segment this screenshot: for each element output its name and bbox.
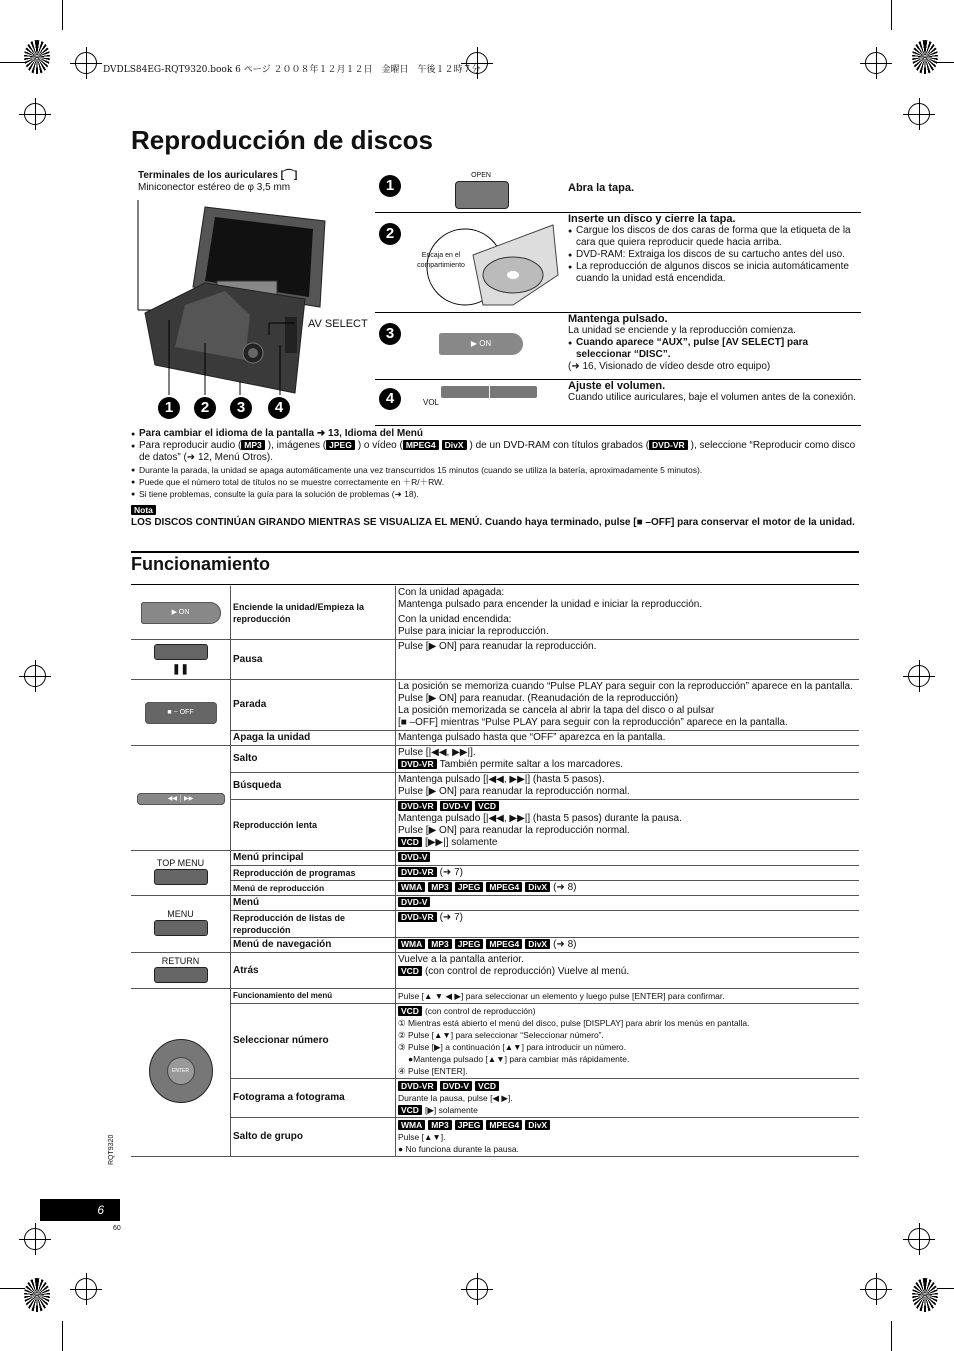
function-name: Menú — [231, 896, 396, 911]
function-name: Menú de navegación — [231, 938, 396, 953]
headphones-label: Terminales de los auriculares [⌒] Miniconector estéreo de φ 3,5 mm — [138, 170, 298, 193]
play-on-icon: ▶ ON — [131, 586, 231, 640]
function-name: Menú principal — [231, 851, 396, 866]
step-number: 4 — [379, 388, 401, 410]
page-number: 6 — [40, 1199, 120, 1221]
registration-mark — [865, 1278, 887, 1300]
function-name: Pausa — [231, 640, 396, 680]
functions-table: ▶ ON Enciende la unidad/Empieza la reproducción Con la unidad apagada: Mantenga pulsado para encender la unidad e iniciar la reproducción. Con la unidad encendida: Pulse para iniciar la reproducción. ❚❚ Pausa Pulse [▶ ON] para reanudar la reproducción. ■ − OFF Parada La posición se memoriza cuando “Pulse PLAY para seguir con la reproducción” aparece en la pantalla. Pulse [▶ ON] para reanudar. (Reanudación de la reproducción) La posición memorizada se cancela al abrir la tapa del disco o al pulsar [■ –OFF] mientras “Pulse PLAY para seguir con la reproducción” aparece en la pantalla. Apaga la unidad Mantenga pulsado hasta que “OFF” aparezca en la pantalla. ◀◀ │ ▶▶ Salto Pulse [|◀◀, ▶▶|]. DVD-VR También permite saltar a los marcadores. Búsqueda Mantenga pulsado [|◀◀, ▶▶|] (hasta 5 pasos). Pulse [▶ ON] para reanudar la reproducción normal. Reproducción lenta DVD-VR DVD-V VCD Mantenga pulsado [|◀◀, ▶▶|] (hasta 5 pasos) durante la pausa. Pulse [▶ ON] para reanudar la reproducción normal. VCD [▶▶|] solamente TOP MENU Menú principal DVD-V Reproducción de programas DVD-VR (➜ 7) Menú de reproducción WMA MP3 JPEG MPEG4 DivX (➜ 8) MENU Menú DVD-V Reproducción de listas de reproducción DVD-VR (➜ 7) Menú de navegación WMA MP3 JPEG MPEG4 DivX (➜ 8) RETURN Atrás Vuelve a la pantalla anterior. VCD (con control de reproducción) Vuelve al menú. ENTER Funcionamiento del menú Pulse [▲ ▼ ◀ ▶] para seleccionar un elemento y luego pulse [ENTER] para confirmar. Seleccionar número VCD (con control de reproducción) ① Mientras está abierto el menú del disco, pulse [DISPLAY] para abrir los menús en pantalla. ② Pulse [▲▼] para seleccionar “Seleccionar número”. ③ Pulse [▶] a continuación [▲▼] para introducir un número. ●Mantenga pulsado [▲▼] para cambiar más rápidamente. ④ Pulse [ENTER]. Fotograma a fotograma DVD-VR DVD-V VCD Durante la pausa, pulse [◀ ▶]. VCD [▶] solamente Salto de grupo WMA MP3 JPEG MPEG4 DivX Pulse [▲▼]. ● No funciona durante la pausa. — [131, 586, 859, 1157]
step-text: La unidad se enciende y la reproducción comienza. — [568, 325, 796, 336]
step-title: Inserte un disco y cierre la tapa. — [568, 213, 736, 225]
callout-1: 1 — [158, 397, 180, 419]
function-name: Funcionamiento del menú — [231, 989, 396, 1004]
function-name: Salto de grupo — [231, 1118, 396, 1157]
registration-mark — [908, 1228, 930, 1250]
av-select-label: AV SELECT — [308, 318, 368, 330]
enter-pad-icon: ENTER — [131, 989, 231, 1157]
function-name: Apaga la unidad — [231, 731, 396, 746]
registration-mark — [908, 665, 930, 687]
open-button — [455, 181, 509, 209]
doc-code: RQT9320 — [108, 1134, 115, 1165]
step-1 — [375, 170, 861, 213]
pause-icon: ❚❚ — [131, 640, 231, 680]
illustration-caption: Encaja en el compartimiento — [417, 252, 465, 269]
nota-tag: Nota — [131, 505, 156, 515]
registration-mark — [24, 665, 46, 687]
function-name: Seleccionar número — [231, 1004, 396, 1079]
menu-button: MENU — [131, 896, 231, 953]
function-name: Reproducción de programas — [231, 866, 396, 881]
step-title: Abra la tapa. — [568, 182, 635, 194]
function-name: Menú de reproducción — [231, 881, 396, 896]
registration-mark — [24, 1228, 46, 1250]
function-name: Búsqueda — [231, 773, 396, 800]
step-text: (➜ 16, Visionado de vídeo desde otro equipo) — [568, 361, 771, 372]
color-bar-rose — [24, 40, 50, 74]
skip-icon: ◀◀ │ ▶▶ — [131, 746, 231, 851]
note-item: ● Para reproducir audio ( MP3 ), imágenes ( JPEG ) o vídeo ( MPEG4 DivX ) de un DVD-RAM con títulos grabados ( DVD-VR ), seleccione “Reproducir como disco de datos” (➜ 12, Menú Otros). — [139, 440, 861, 464]
callout-4: 4 — [268, 397, 290, 419]
print-header: DVDLS84EG-RQT9320.book 6 ページ ２００８年１２月１２日 金曜日 午後１２時７分 — [103, 65, 481, 75]
play-on-button: ▶ ON — [439, 333, 523, 355]
footer-small-number: 60 — [113, 1225, 121, 1232]
top-menu-button: TOP MENU — [131, 851, 231, 896]
function-name: Reproducción de listas de reproducción — [231, 911, 396, 938]
step-bullet: ● Cargue los discos de dos caras de forma que la etiqueta de la cara que quiera reproducir quede hacia arriba. — [576, 225, 861, 249]
step-bullet: ● Cuando aparece “AUX”, pulse [AV SELECT] para seleccionar “DISC”. — [576, 337, 861, 361]
registration-mark — [75, 52, 97, 74]
step-text: Cuando utilice auriculares, baje el volumen antes de la conexión. — [568, 392, 856, 403]
registration-mark — [865, 52, 887, 74]
function-name: Salto — [231, 746, 396, 773]
open-button-label: OPEN — [471, 172, 491, 179]
callout-3: 3 — [230, 397, 252, 419]
step-number: 2 — [379, 223, 401, 245]
registration-mark — [908, 103, 930, 125]
note-item: ● Si tiene problemas, consulte la guía para la solución de problemas (➜ 18). — [139, 488, 861, 500]
function-name: Fotograma a fotograma — [231, 1079, 396, 1118]
step-number: 1 — [379, 175, 401, 197]
step-bullet: ● La reproducción de algunos discos se inicia automáticamente cuando la unidad está encendida. — [576, 261, 861, 285]
note-item: ● Durante la parada, la unidad se apaga automáticamente una vez transcurridos 15 minutos (cuando se utiliza la batería, aproximadamente 5 minutos). — [139, 464, 861, 476]
function-name: Parada — [231, 680, 396, 731]
function-name: Reproducción lenta — [231, 800, 396, 851]
step-title: Ajuste el volumen. — [568, 380, 666, 392]
step-4 — [375, 380, 861, 426]
step-bullet: ● DVD-RAM: Extraiga los discos de su cartucho antes del uso. — [576, 249, 861, 261]
note-item: ● Para cambiar el idioma de la pantalla ➜ 13, Idioma del Menú — [139, 428, 861, 440]
function-name: Enciende la unidad/Empieza la reproducción — [231, 586, 396, 640]
nota-text: LOS DISCOS CONTINÚAN GIRANDO MIENTRAS SE VISUALIZA EL MENÚ. Cuando haya terminado, pulse [■ –OFF] para conservar el motor de la unidad. — [131, 517, 855, 528]
section-title: Funcionamiento — [131, 554, 270, 574]
note-item: ● Puede que el número total de títulos no se muestre correctamente en ＋R/＋RW. — [139, 476, 861, 488]
vol-label: VOL — [423, 398, 440, 407]
step-3 — [375, 313, 861, 380]
volume-button — [441, 386, 537, 398]
return-button: RETURN — [131, 953, 231, 989]
color-bar-rose — [912, 1278, 938, 1312]
color-bar-rose — [24, 1278, 50, 1312]
notes-block — [131, 428, 861, 529]
registration-mark — [75, 1278, 97, 1300]
stop-off-icon: ■ − OFF — [131, 680, 231, 746]
callout-2: 2 — [194, 397, 216, 419]
registration-mark — [466, 1278, 488, 1300]
page-title: Reproducción de discos — [131, 125, 433, 155]
player-illustration — [135, 195, 375, 420]
color-bar-rose — [912, 40, 938, 74]
function-name: Atrás — [231, 953, 396, 989]
registration-mark — [24, 103, 46, 125]
step-number: 3 — [379, 323, 401, 345]
step-2 — [375, 213, 861, 313]
step-title: Mantenga pulsado. — [568, 313, 668, 325]
